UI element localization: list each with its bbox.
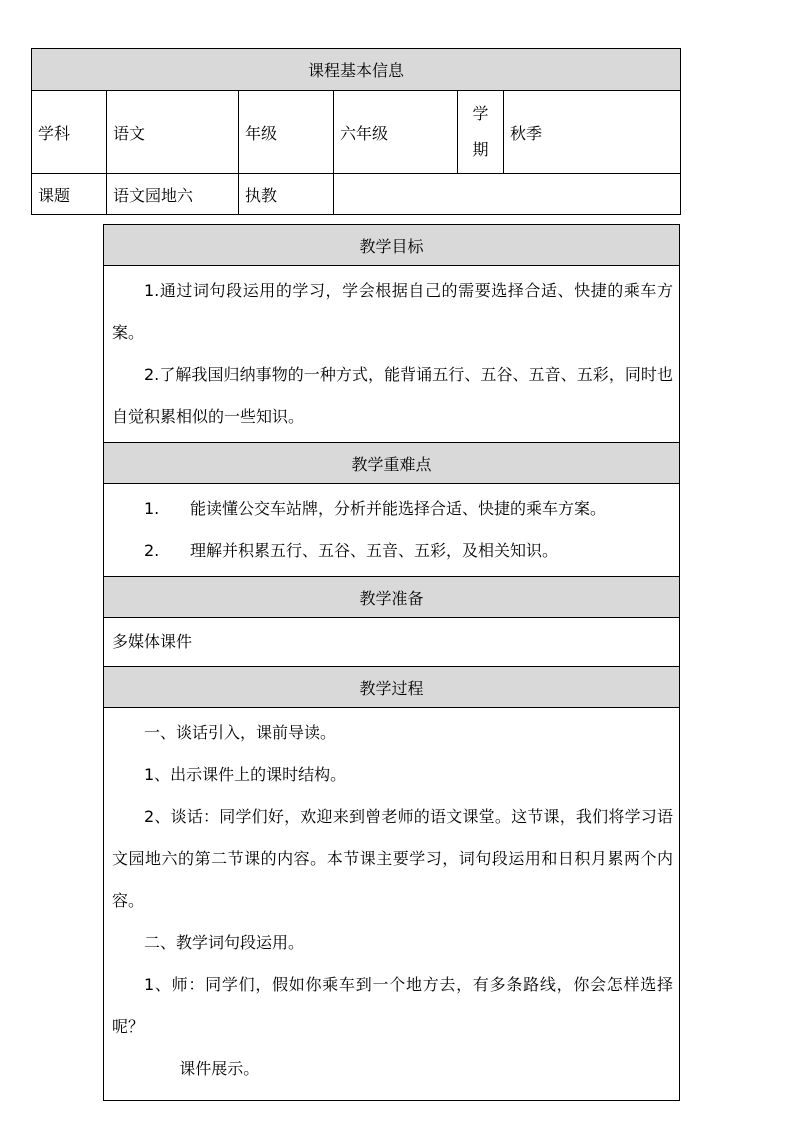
teacher-label: 执教 (239, 174, 334, 215)
process-paragraph: 二、教学词句段运用。 (144, 933, 305, 952)
teacher-value (334, 174, 681, 215)
objective-item: 2.了解我国归纳事物的一种方式，能背诵五行、五谷、五音、五彩，同时也自觉积累相似的一些知识。 (112, 365, 673, 426)
preparation-title: 教学准备 (104, 577, 680, 618)
key-point-text: 能读懂公交车站牌，分析并能选择合适、快捷的乘车方案。 (190, 499, 607, 518)
process-paragraph: 1、师：同学们，假如你乘车到一个地方去，有多条路线，你会怎样选择呢？ (112, 975, 673, 1036)
key-point-number: 2. (144, 541, 160, 560)
term-label (458, 91, 504, 174)
key-point-item (112, 488, 673, 530)
key-points-content (104, 484, 680, 577)
key-point-number: 1. (144, 499, 160, 518)
grade-label: 年级 (239, 91, 334, 174)
key-point-item (112, 530, 673, 572)
process-paragraph: 1、出示课件上的课时结构。 (144, 765, 347, 784)
process-paragraph: 2、谈话：同学们好，欢迎来到曾老师的语文课堂。这节课，我们将学习语文园地六的第二节课的内容。本节课主要学习，词句段运用和日积月累两个内容。 (112, 807, 673, 910)
term-label-part-2: 期 (472, 140, 489, 159)
preparation-content: 多媒体课件 (104, 618, 680, 667)
topic-value: 语文园地六 (107, 174, 239, 215)
course-info-table (31, 48, 681, 215)
key-points-title: 教学重难点 (104, 443, 680, 484)
process-last-line: 课件展示。 (179, 1059, 260, 1078)
process-title: 教学过程 (104, 667, 680, 708)
topic-label: 课题 (32, 174, 107, 215)
lesson-plan-table (103, 224, 680, 1101)
objectives-content (104, 266, 680, 443)
subject-value: 语文 (107, 91, 239, 174)
term-label-part-1: 学 (472, 104, 489, 123)
course-info-title: 课程基本信息 (32, 49, 681, 91)
key-point-text: 理解并积累五行、五谷、五音、五彩，及相关知识。 (190, 541, 559, 560)
subject-label: 学科 (32, 91, 107, 174)
term-value: 秋季 (504, 91, 681, 174)
process-content (104, 708, 680, 1101)
objective-item: 1.通过词句段运用的学习，学会根据自己的需要选择合适、快捷的乘车方案。 (112, 281, 673, 342)
objectives-title: 教学目标 (104, 225, 680, 266)
process-paragraph: 一、谈话引入，课前导读。 (144, 723, 337, 742)
grade-value: 六年级 (334, 91, 458, 174)
